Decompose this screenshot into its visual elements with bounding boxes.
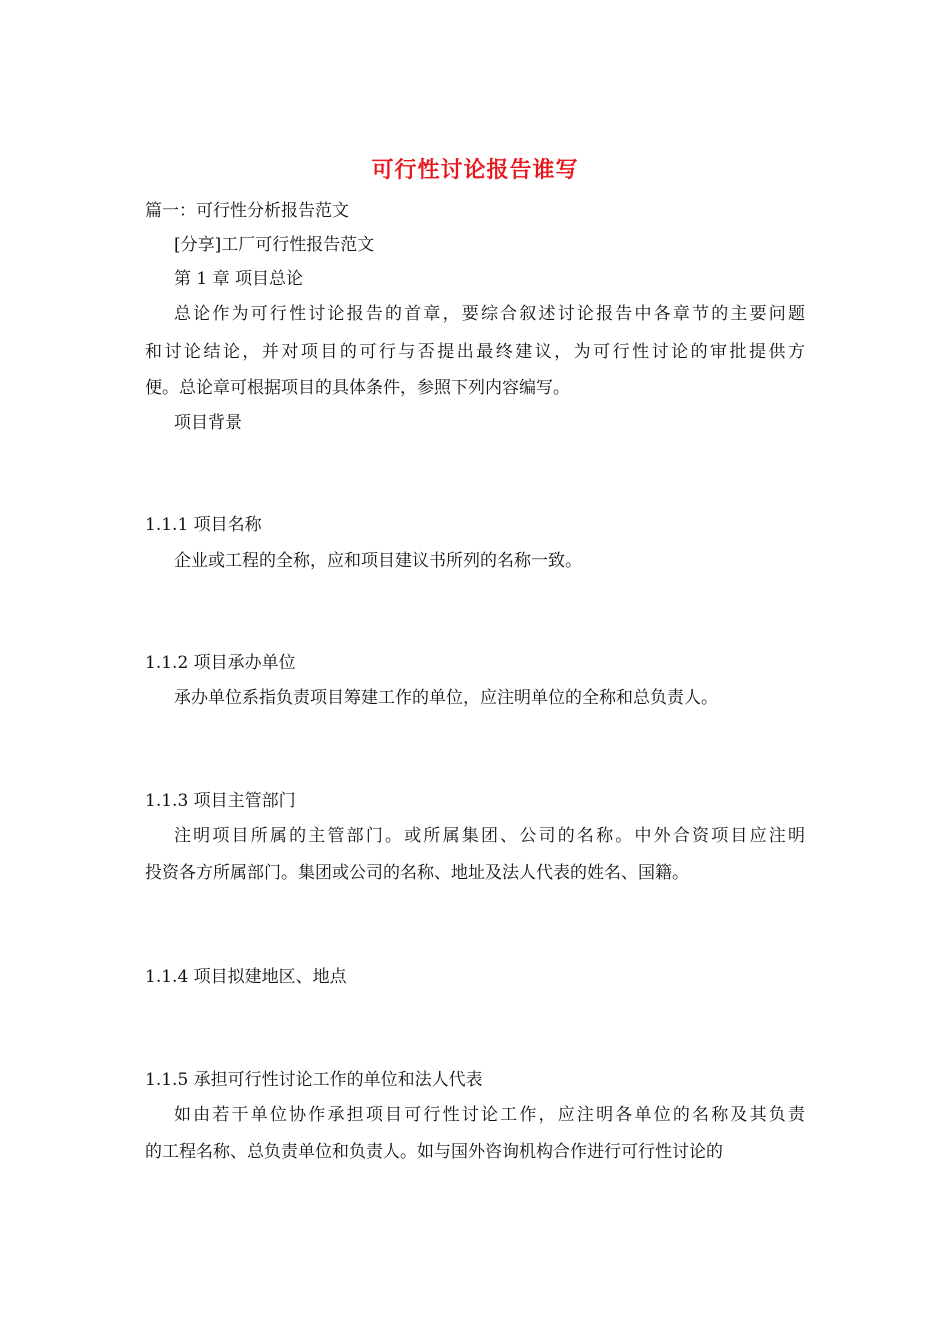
section-body-line: 注明项目所属的主管部门。或所属集团、公司的名称。中外合资项目应注明 <box>174 826 805 846</box>
section-title: 项目承办单位 <box>193 653 296 673</box>
background-heading: 项目背景 <box>174 413 242 433</box>
document-title: 可行性讨论报告谁写 <box>371 157 579 183</box>
section-body-line: 企业或工程的全称，应和项目建议书所列的名称一致。 <box>174 551 582 571</box>
section-heading <box>145 514 262 536</box>
chapter-heading: 第 1 章 项目总论 <box>174 269 304 289</box>
intro-line-1: 总论作为可行性讨论报告的首章，要综合叙述讨论报告中各章节的主要问题 <box>174 304 805 324</box>
section-heading <box>145 966 347 988</box>
section-number: 1.1.4 <box>145 967 189 987</box>
section-body-line: 投资各方所属部门。集团或公司的名称、地址及法人代表的姓名、国籍。 <box>145 863 689 883</box>
section-title: 承担可行性讨论工作的单位和法人代表 <box>193 1070 483 1090</box>
section-body-line: 承办单位系指负责项目筹建工作的单位，应注明单位的全称和总负责人。 <box>174 688 718 708</box>
section-number: 1.1.3 <box>145 791 189 811</box>
intro-line-2: 和讨论结论，并对项目的可行与否提出最终建议，为可行性讨论的审批提供方 <box>145 342 805 362</box>
section-heading <box>145 1069 483 1091</box>
section-body-line: 如由若干单位协作承担项目可行性讨论工作，应注明各单位的名称及其负责 <box>174 1105 805 1125</box>
section-number: 1.1.5 <box>145 1070 189 1090</box>
share-line: [分享]工厂可行性报告范文 <box>174 235 375 255</box>
intro-line-3: 便。总论章可根据项目的具体条件，参照下列内容编写。 <box>145 378 570 398</box>
section-title: 项目主管部门 <box>193 791 296 811</box>
section-title: 项目拟建地区、地点 <box>193 967 347 987</box>
section-title: 项目名称 <box>193 515 262 535</box>
section-heading <box>145 790 296 812</box>
section-number: 1.1.1 <box>145 515 189 535</box>
part-heading: 篇一：可行性分析报告范文 <box>145 201 349 221</box>
section-number: 1.1.2 <box>145 653 189 673</box>
section-body-line: 的工程名称、总负责单位和负责人。如与国外咨询机构合作进行可行性讨论的 <box>145 1142 723 1162</box>
section-heading <box>145 652 296 674</box>
